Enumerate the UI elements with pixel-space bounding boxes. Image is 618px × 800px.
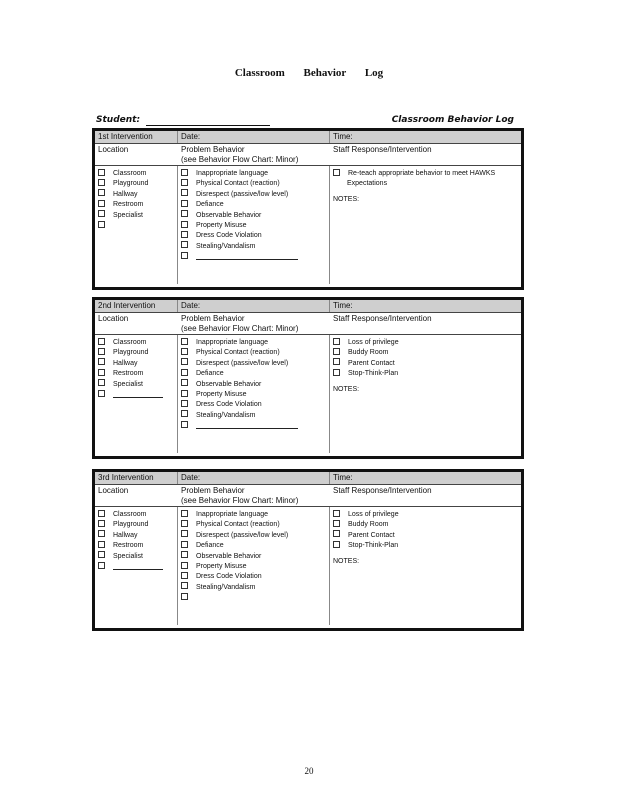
location-item[interactable]: Classroom xyxy=(98,338,163,348)
other-location-line[interactable] xyxy=(113,563,163,570)
location-item[interactable]: Specialist xyxy=(98,380,163,390)
checkbox-icon[interactable] xyxy=(181,348,188,355)
checkbox-icon[interactable] xyxy=(333,510,340,517)
location-label: Location xyxy=(98,486,129,495)
checkbox-icon[interactable] xyxy=(98,221,105,228)
block-body xyxy=(95,335,521,453)
response-item[interactable]: Parent Contact xyxy=(333,359,399,369)
checkbox-icon[interactable] xyxy=(333,520,340,527)
response-item[interactable]: Parent Contact xyxy=(333,531,399,541)
staff-response-label: Staff Response/Intervention xyxy=(333,145,432,154)
checkbox-icon[interactable] xyxy=(98,551,105,558)
checkbox-icon[interactable] xyxy=(98,189,105,196)
checkbox-icon[interactable] xyxy=(181,189,188,196)
location-item[interactable]: Restroom xyxy=(98,369,163,379)
behavior-item[interactable]: Disrespect (passive/low level) xyxy=(181,359,298,369)
problem-behavior-label: Problem Behavior (see Behavior Flow Chart: Minor) xyxy=(181,314,299,333)
intervention-block-3 xyxy=(92,469,524,631)
checkbox-icon[interactable] xyxy=(181,410,188,417)
location-list xyxy=(98,338,163,400)
location-list xyxy=(98,510,163,572)
response-item[interactable]: Loss of privilege xyxy=(333,338,399,348)
location-item-other[interactable] xyxy=(98,221,148,231)
behavior-item[interactable]: Inappropriate language xyxy=(181,338,298,348)
behavior-item[interactable]: Stealing/Vandalism xyxy=(181,242,298,252)
behavior-list xyxy=(181,510,288,604)
block-subheader xyxy=(95,144,521,166)
page-number: 20 xyxy=(304,766,314,776)
behavior-item[interactable]: Observable Behavior xyxy=(181,552,288,562)
behavior-item[interactable]: Defiance xyxy=(181,541,288,551)
checkbox-icon[interactable] xyxy=(181,551,188,558)
checkbox-icon[interactable] xyxy=(98,541,105,548)
checkbox-icon[interactable] xyxy=(333,358,340,365)
behavior-item[interactable]: Observable Behavior xyxy=(181,380,298,390)
notes-label: NOTES: xyxy=(333,557,360,565)
behavior-item[interactable]: Dress Code Violation xyxy=(181,572,288,582)
checkbox-icon[interactable] xyxy=(98,510,105,517)
location-item[interactable]: Hallway xyxy=(98,359,163,369)
checkbox-icon[interactable] xyxy=(181,338,188,345)
checkbox-icon[interactable] xyxy=(181,582,188,589)
checkbox-icon[interactable] xyxy=(98,562,105,569)
response-item[interactable]: Re-teach appropriate behavior to meet HAWKS xyxy=(333,169,495,179)
checkbox-icon[interactable] xyxy=(181,221,188,228)
checkbox-icon[interactable] xyxy=(98,338,105,345)
checkbox-icon[interactable] xyxy=(181,369,188,376)
staff-response-label: Staff Response/Intervention xyxy=(333,486,432,495)
checkbox-icon[interactable] xyxy=(98,369,105,376)
location-item[interactable]: Restroom xyxy=(98,541,163,551)
checkbox-icon[interactable] xyxy=(98,520,105,527)
checkbox-icon[interactable] xyxy=(333,348,340,355)
date-label: Date: xyxy=(181,132,201,141)
location-item[interactable]: Specialist xyxy=(98,552,163,562)
response-list xyxy=(333,169,495,205)
block-subheader xyxy=(95,485,521,507)
checkbox-icon[interactable] xyxy=(181,593,188,600)
intervention-block-2 xyxy=(92,297,524,459)
behavior-item[interactable]: Disrespect (passive/low level) xyxy=(181,531,288,541)
problem-behavior-label: Problem Behavior (see Behavior Flow Chart: Minor) xyxy=(181,486,299,505)
student-name-line[interactable] xyxy=(146,125,270,126)
behavior-list xyxy=(181,169,298,263)
location-label: Location xyxy=(98,314,129,323)
checkbox-icon[interactable] xyxy=(181,530,188,537)
checkbox-icon[interactable] xyxy=(181,541,188,548)
block-body xyxy=(95,507,521,625)
intervention-label: 1st Intervention xyxy=(98,132,153,141)
log-label: Classroom Behavior Log xyxy=(391,115,514,125)
behavior-item[interactable]: Property Misuse xyxy=(181,390,298,400)
behavior-item[interactable]: Defiance xyxy=(181,200,298,210)
block-body xyxy=(95,166,521,284)
checkbox-icon[interactable] xyxy=(181,358,188,365)
checkbox-icon[interactable] xyxy=(181,390,188,397)
other-behavior-line[interactable] xyxy=(196,422,298,429)
checkbox-icon[interactable] xyxy=(181,210,188,217)
block-header xyxy=(95,131,521,144)
notes-label: NOTES: xyxy=(333,195,360,203)
behavior-item-other[interactable] xyxy=(181,421,298,431)
checkbox-icon[interactable] xyxy=(181,252,188,259)
checkbox-icon[interactable] xyxy=(98,390,105,397)
problem-behavior-label: Problem Behavior (see Behavior Flow Chart: Minor) xyxy=(181,145,299,164)
student-label: Student: xyxy=(96,115,141,125)
checkbox-icon[interactable] xyxy=(181,200,188,207)
checkbox-icon[interactable] xyxy=(98,348,105,355)
checkbox-icon[interactable] xyxy=(98,530,105,537)
behavior-item[interactable]: Inappropriate language xyxy=(181,169,298,179)
behavior-item[interactable]: Physical Contact (reaction) xyxy=(181,520,288,530)
intervention-label: 3rd Intervention xyxy=(98,473,154,482)
date-label: Date: xyxy=(181,301,201,310)
response-item[interactable]: Loss of privilege xyxy=(333,510,399,520)
checkbox-icon[interactable] xyxy=(181,379,188,386)
response-item[interactable]: Buddy Room xyxy=(333,520,399,530)
checkbox-icon[interactable] xyxy=(181,241,188,248)
other-location-line[interactable] xyxy=(113,391,163,398)
response-item[interactable]: Stop-Think-Plan xyxy=(333,541,399,551)
location-label: Location xyxy=(98,145,129,154)
time-label: Time: xyxy=(333,301,353,310)
checkbox-icon[interactable] xyxy=(333,541,340,548)
checkbox-icon[interactable] xyxy=(181,520,188,527)
location-item[interactable]: Classroom xyxy=(98,169,148,179)
location-item[interactable]: Restroom xyxy=(98,200,148,210)
time-label: Time: xyxy=(333,473,353,482)
location-item[interactable]: Playground xyxy=(98,520,163,530)
checkbox-icon[interactable] xyxy=(181,179,188,186)
checkbox-icon[interactable] xyxy=(333,530,340,537)
date-label: Date: xyxy=(181,473,201,482)
behavior-item[interactable]: Inappropriate language xyxy=(181,510,288,520)
checkbox-icon[interactable] xyxy=(98,179,105,186)
response-item[interactable]: Stop-Think-Plan xyxy=(333,369,399,379)
behavior-item[interactable]: Stealing/Vandalism xyxy=(181,411,298,421)
behavior-item[interactable]: Physical Contact (reaction) xyxy=(181,348,298,358)
checkbox-icon[interactable] xyxy=(181,231,188,238)
block-header xyxy=(95,472,521,485)
location-item[interactable]: Specialist xyxy=(98,211,148,221)
checkbox-icon[interactable] xyxy=(181,421,188,428)
intervention-block-1 xyxy=(92,128,524,290)
behavior-item-other[interactable] xyxy=(181,593,288,603)
checkbox-icon[interactable] xyxy=(333,169,340,176)
behavior-list xyxy=(181,338,298,432)
checkbox-icon[interactable] xyxy=(181,169,188,176)
behavior-item[interactable]: Property Misuse xyxy=(181,221,298,231)
checkbox-icon[interactable] xyxy=(181,400,188,407)
response-item-continued: Expectations xyxy=(347,180,388,188)
location-item-other[interactable] xyxy=(98,390,163,400)
page-title: Classroom Behavior Log xyxy=(234,67,384,79)
behavior-item[interactable]: Property Misuse xyxy=(181,562,288,572)
location-item[interactable]: Playground xyxy=(98,179,148,189)
checkbox-icon[interactable] xyxy=(98,358,105,365)
time-label: Time: xyxy=(333,132,353,141)
checkbox-icon[interactable] xyxy=(181,572,188,579)
behavior-item[interactable]: Dress Code Violation xyxy=(181,231,298,241)
response-list xyxy=(333,338,399,395)
intervention-label: 2nd Intervention xyxy=(98,301,156,310)
block-subheader xyxy=(95,313,521,335)
location-list xyxy=(98,169,148,231)
checkbox-icon[interactable] xyxy=(181,562,188,569)
location-item[interactable]: Hallway xyxy=(98,531,163,541)
checkbox-icon[interactable] xyxy=(98,379,105,386)
checkbox-icon[interactable] xyxy=(181,510,188,517)
checkbox-icon[interactable] xyxy=(98,210,105,217)
checkbox-icon[interactable] xyxy=(98,169,105,176)
behavior-item[interactable]: Stealing/Vandalism xyxy=(181,583,288,593)
location-item[interactable]: Classroom xyxy=(98,510,163,520)
student-row xyxy=(96,115,524,127)
behavior-item[interactable]: Observable Behavior xyxy=(181,211,298,221)
staff-response-label: Staff Response/Intervention xyxy=(333,314,432,323)
location-item-other[interactable] xyxy=(98,562,163,572)
notes-label: NOTES: xyxy=(333,385,360,393)
behavior-item[interactable]: Physical Contact (reaction) xyxy=(181,179,298,189)
checkbox-icon[interactable] xyxy=(333,369,340,376)
behavior-item-other[interactable] xyxy=(181,252,298,262)
checkbox-icon[interactable] xyxy=(98,200,105,207)
behavior-item[interactable]: Defiance xyxy=(181,369,298,379)
other-behavior-line[interactable] xyxy=(196,253,298,260)
behavior-item[interactable]: Dress Code Violation xyxy=(181,400,298,410)
location-item[interactable]: Playground xyxy=(98,348,163,358)
checkbox-icon[interactable] xyxy=(333,338,340,345)
response-list xyxy=(333,510,399,567)
location-item[interactable]: Hallway xyxy=(98,190,148,200)
response-item[interactable]: Buddy Room xyxy=(333,348,399,358)
behavior-item[interactable]: Disrespect (passive/low level) xyxy=(181,190,298,200)
block-header xyxy=(95,300,521,313)
